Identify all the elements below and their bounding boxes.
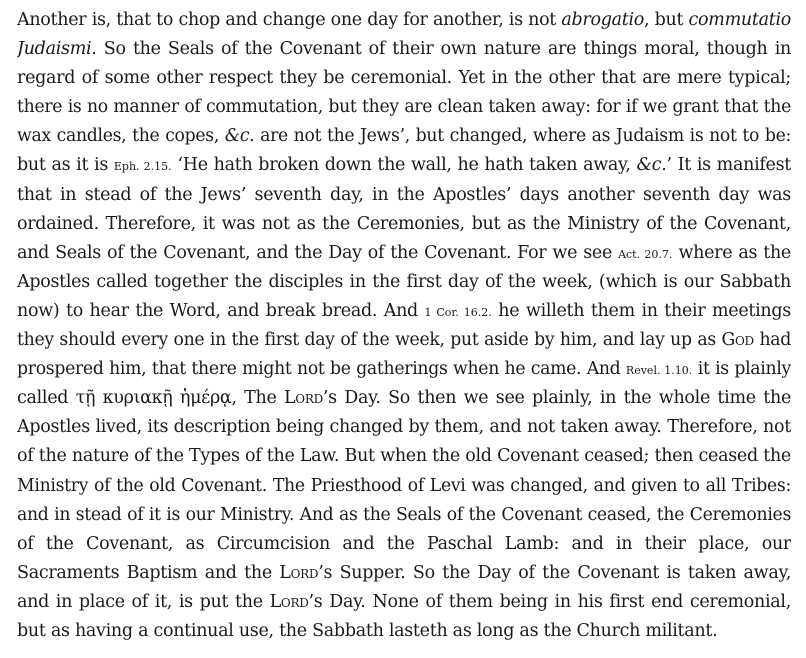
text-line [17, 501, 791, 530]
text-segment: and Seals of the Covenant, and the Day of the Covenant. For we see [17, 242, 619, 263]
text-line [17, 151, 791, 180]
text-segment: , but [644, 10, 689, 30]
scripture-reference: Act. 20.7. [618, 247, 673, 261]
text-line [17, 297, 791, 326]
italic-text: &c. [636, 155, 667, 176]
text-line [17, 472, 791, 501]
text-line [17, 617, 791, 646]
text-segment: ’s Supper. So the Day of the Covenant is taken away, [318, 562, 791, 583]
text-segment: of the nature of the Types of the Law. But when the old Covenant ceased; then ceased the [17, 446, 791, 467]
text-segment: regard of some other respect they be ceremonial. Yet in the other that are mere typical; [17, 68, 791, 89]
text-segment: Sacraments Baptism and the [17, 562, 280, 583]
text-line [17, 239, 791, 268]
paragraph [17, 6, 791, 646]
text-segment: they should every one in the first day of the week, put aside by him, and lay up as [17, 330, 722, 351]
text-segment: that in stead of the Jews’ seventh day, in the Apostles’ days another seventh day was [17, 184, 791, 205]
text-segment: prospered him, that there might not be gatherings when he came. And [17, 359, 626, 380]
small-caps-text: Lord [279, 562, 319, 583]
text-line [17, 268, 791, 297]
text-segment: ordained. Therefore, it was not as the Ceremonies, but as the Ministry of the Covenant, [17, 213, 791, 234]
text-line [17, 64, 791, 93]
text-segment: . So the Seals of the Covenant of their own nature are things moral, though in [91, 39, 791, 60]
small-caps-text: Lord [283, 388, 323, 409]
small-caps-text: God [721, 330, 754, 351]
text-line [17, 326, 791, 355]
text-segment: and in place of it, is put the [17, 591, 270, 612]
text-line [17, 122, 791, 151]
text-line [17, 181, 791, 210]
italic-text: Judaismi [17, 39, 92, 60]
text-line [17, 588, 791, 617]
small-caps-text: Lord [269, 591, 309, 612]
text-segment: Apostles lived, its description being changed by them, and not taken away. Therefore, not [17, 417, 791, 438]
text-line [17, 93, 791, 122]
text-segment: of the Covenant, as Circumcision and the Paschal Lamb: and in their place, our [17, 533, 791, 554]
text-segment: had [753, 330, 791, 351]
text-segment: but as it is [17, 155, 114, 176]
text-line [17, 413, 791, 442]
text-line [17, 35, 791, 64]
text-segment: ‘He hath broken down the wall, he hath taken away, [171, 155, 637, 176]
text-segment: ’ It is manifest [666, 155, 791, 176]
text-segment: called τῇ κυριακῇ ἡμέρᾳ, The [17, 388, 284, 409]
text-line [17, 530, 791, 559]
scripture-reference: Revel. 1.10. [625, 364, 693, 378]
text-segment: he willeth them in their meetings [491, 300, 791, 321]
scripture-reference: 1 Cor. 16.2. [424, 305, 492, 319]
text-segment: ’s Day. So then we see plainly, in the whole time the [322, 388, 791, 409]
text-line [17, 442, 791, 471]
text-segment: where as the [672, 242, 791, 263]
italic-text: commutatio [688, 10, 791, 30]
text-segment: ’s Day. None of them being in his first end ceremonial, [308, 591, 791, 612]
text-segment: Ministry of the old Covenant. The Priesthood of Levi was changed, and given to all Tribes: [17, 475, 791, 496]
text-segment: now) to hear the Word, and break bread. And [17, 300, 425, 321]
text-segment: it is plainly [692, 359, 791, 380]
text-segment: there is no manner of commutation, but they are clean taken away: for if we grant that the [17, 97, 791, 118]
italic-text: abrogatio [561, 10, 645, 30]
text-line [17, 355, 791, 384]
text-segment: Another is, that to chop and change one day for another, is not [17, 10, 562, 30]
text-segment: are not the Jews’, but changed, where as Judaism is not to be: [254, 126, 791, 147]
text-segment: wax candles, the copes, [17, 126, 225, 147]
text-segment: Apostles called together the disciples in the first day of the week, (which is our Sabbath [17, 271, 791, 292]
text-line [17, 384, 791, 413]
italic-text: &c. [224, 126, 255, 147]
text-line [17, 559, 791, 588]
text-segment: and in stead of it is our Ministry. And as the Seals of the Covenant ceased, the Ceremonies [17, 504, 791, 525]
text-segment: but as having a continual use, the Sabbath lasteth as long as the Church militant. [17, 620, 718, 641]
scripture-reference: Eph. 2.15. [113, 160, 172, 174]
text-line [17, 210, 791, 239]
text-line [17, 6, 791, 35]
